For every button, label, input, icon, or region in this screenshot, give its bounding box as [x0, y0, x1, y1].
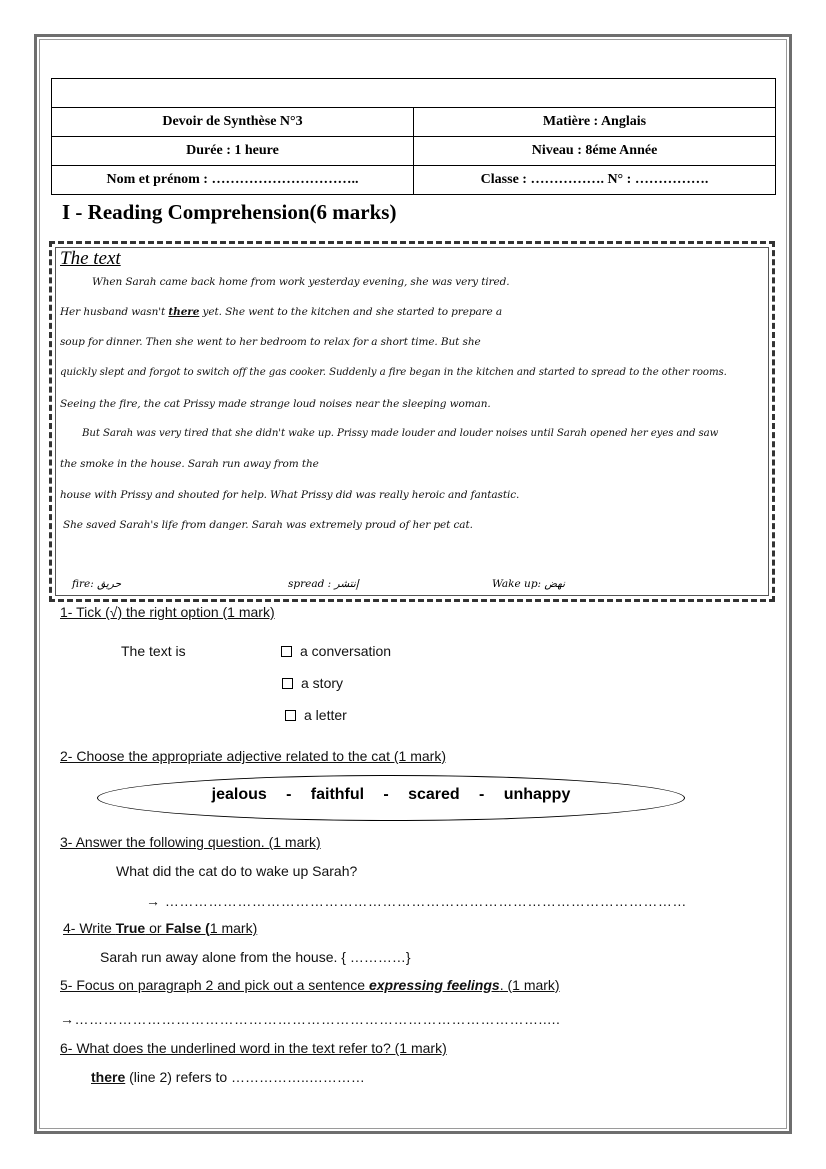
header-blank-cell: [52, 79, 776, 108]
adjective-options[interactable]: jealous - faithful - scared - unhappy: [211, 786, 571, 803]
reading-heading: The text: [60, 248, 121, 269]
checkbox-icon[interactable]: [281, 646, 292, 657]
header-row-blank: [52, 79, 776, 108]
text-line-1: When Sarah came back home from work yesterday evening, she was very tired.: [92, 276, 510, 288]
q5-prompt: 5- Focus on paragraph 2 and pick out a sentence expressing feelings. (1 mark): [60, 977, 560, 993]
q1-option-story[interactable]: a story: [282, 675, 343, 691]
header-row-4: [52, 166, 776, 195]
text-line-6: But Sarah was very tired that she didn't wake up. Prissy made louder and louder noises until Sarah opened her eyes and saw: [82, 428, 719, 439]
q3-answer-line[interactable]: → ………………………………………………………………………………………………: [146, 893, 687, 909]
q3-prompt: 3- Answer the following question. (1 mark): [60, 834, 321, 850]
q4-prompt: 4- Write True or False (1 mark): [63, 920, 258, 936]
text-line-3: soup for dinner. Then she went to her bedroom to relax for a short time. But she: [60, 336, 481, 348]
q6-answer[interactable]: there (line 2) refers to ……………..…………: [91, 1069, 365, 1085]
header-row-2: [52, 108, 776, 137]
q2-prompt: 2- Choose the appropriate adjective related to the cat (1 mark): [60, 748, 446, 764]
reading-text-box: [49, 241, 775, 602]
glossary-fire: fire: حريق: [72, 578, 122, 590]
q1-option-conversation[interactable]: a conversation: [281, 643, 391, 659]
class-number-field[interactable]: Classe : ……………. N° : …………….: [414, 166, 776, 195]
q4-statement[interactable]: Sarah run away alone from the house. { …………}: [100, 949, 411, 965]
text-line-7: the smoke in the house. Sarah run away from the: [60, 458, 319, 470]
section-title: I - Reading Comprehension(6 marks): [62, 200, 397, 224]
text-line-4: quickly slept and forgot to switch off the gas cooker. Suddenly a fire began in the kitchen and started to spread to the other rooms.: [60, 367, 727, 378]
text-line-8: house with Prissy and shouted for help. What Prissy did was really heroic and fantastic.: [60, 489, 520, 501]
exam-title: Devoir de Synthèse N°3: [52, 108, 414, 137]
header-row-3: [52, 137, 776, 166]
glossary-spread: spread : إنتشر: [288, 578, 359, 590]
checkbox-icon[interactable]: [282, 678, 293, 689]
q3-question: What did the cat do to wake up Sarah?: [116, 863, 358, 879]
subject: Matière : Anglais: [414, 108, 776, 137]
exam-header-table: [51, 78, 776, 195]
q1-stem: The text is: [121, 643, 186, 659]
student-name-field[interactable]: Nom et prénom : …………………………..: [52, 166, 414, 195]
q5-answer-line[interactable]: →…………………………………………………………………………………….....: [60, 1011, 561, 1027]
level: Niveau : 8éme Année: [414, 137, 776, 166]
text-line-9: She saved Sarah's life from danger. Sarah was extremely proud of her pet cat.: [63, 519, 473, 531]
checkbox-icon[interactable]: [285, 710, 296, 721]
q6-prompt: 6- What does the underlined word in the text refer to? (1 mark): [60, 1040, 447, 1056]
text-line-5: Seeing the fire, the cat Prissy made strange loud noises near the sleeping woman.: [60, 398, 491, 410]
underlined-word: there: [168, 306, 200, 318]
q1-prompt: 1- Tick (√) the right option (1 mark): [60, 604, 275, 620]
q6-word: there: [91, 1069, 126, 1085]
text-line-2: Her husband wasn't there yet. She went to the kitchen and she started to prepare a: [60, 306, 503, 318]
duration: Durée : 1 heure: [52, 137, 414, 166]
glossary-wake-up: Wake up: نهض: [492, 578, 566, 590]
q1-option-letter[interactable]: a letter: [285, 707, 347, 723]
